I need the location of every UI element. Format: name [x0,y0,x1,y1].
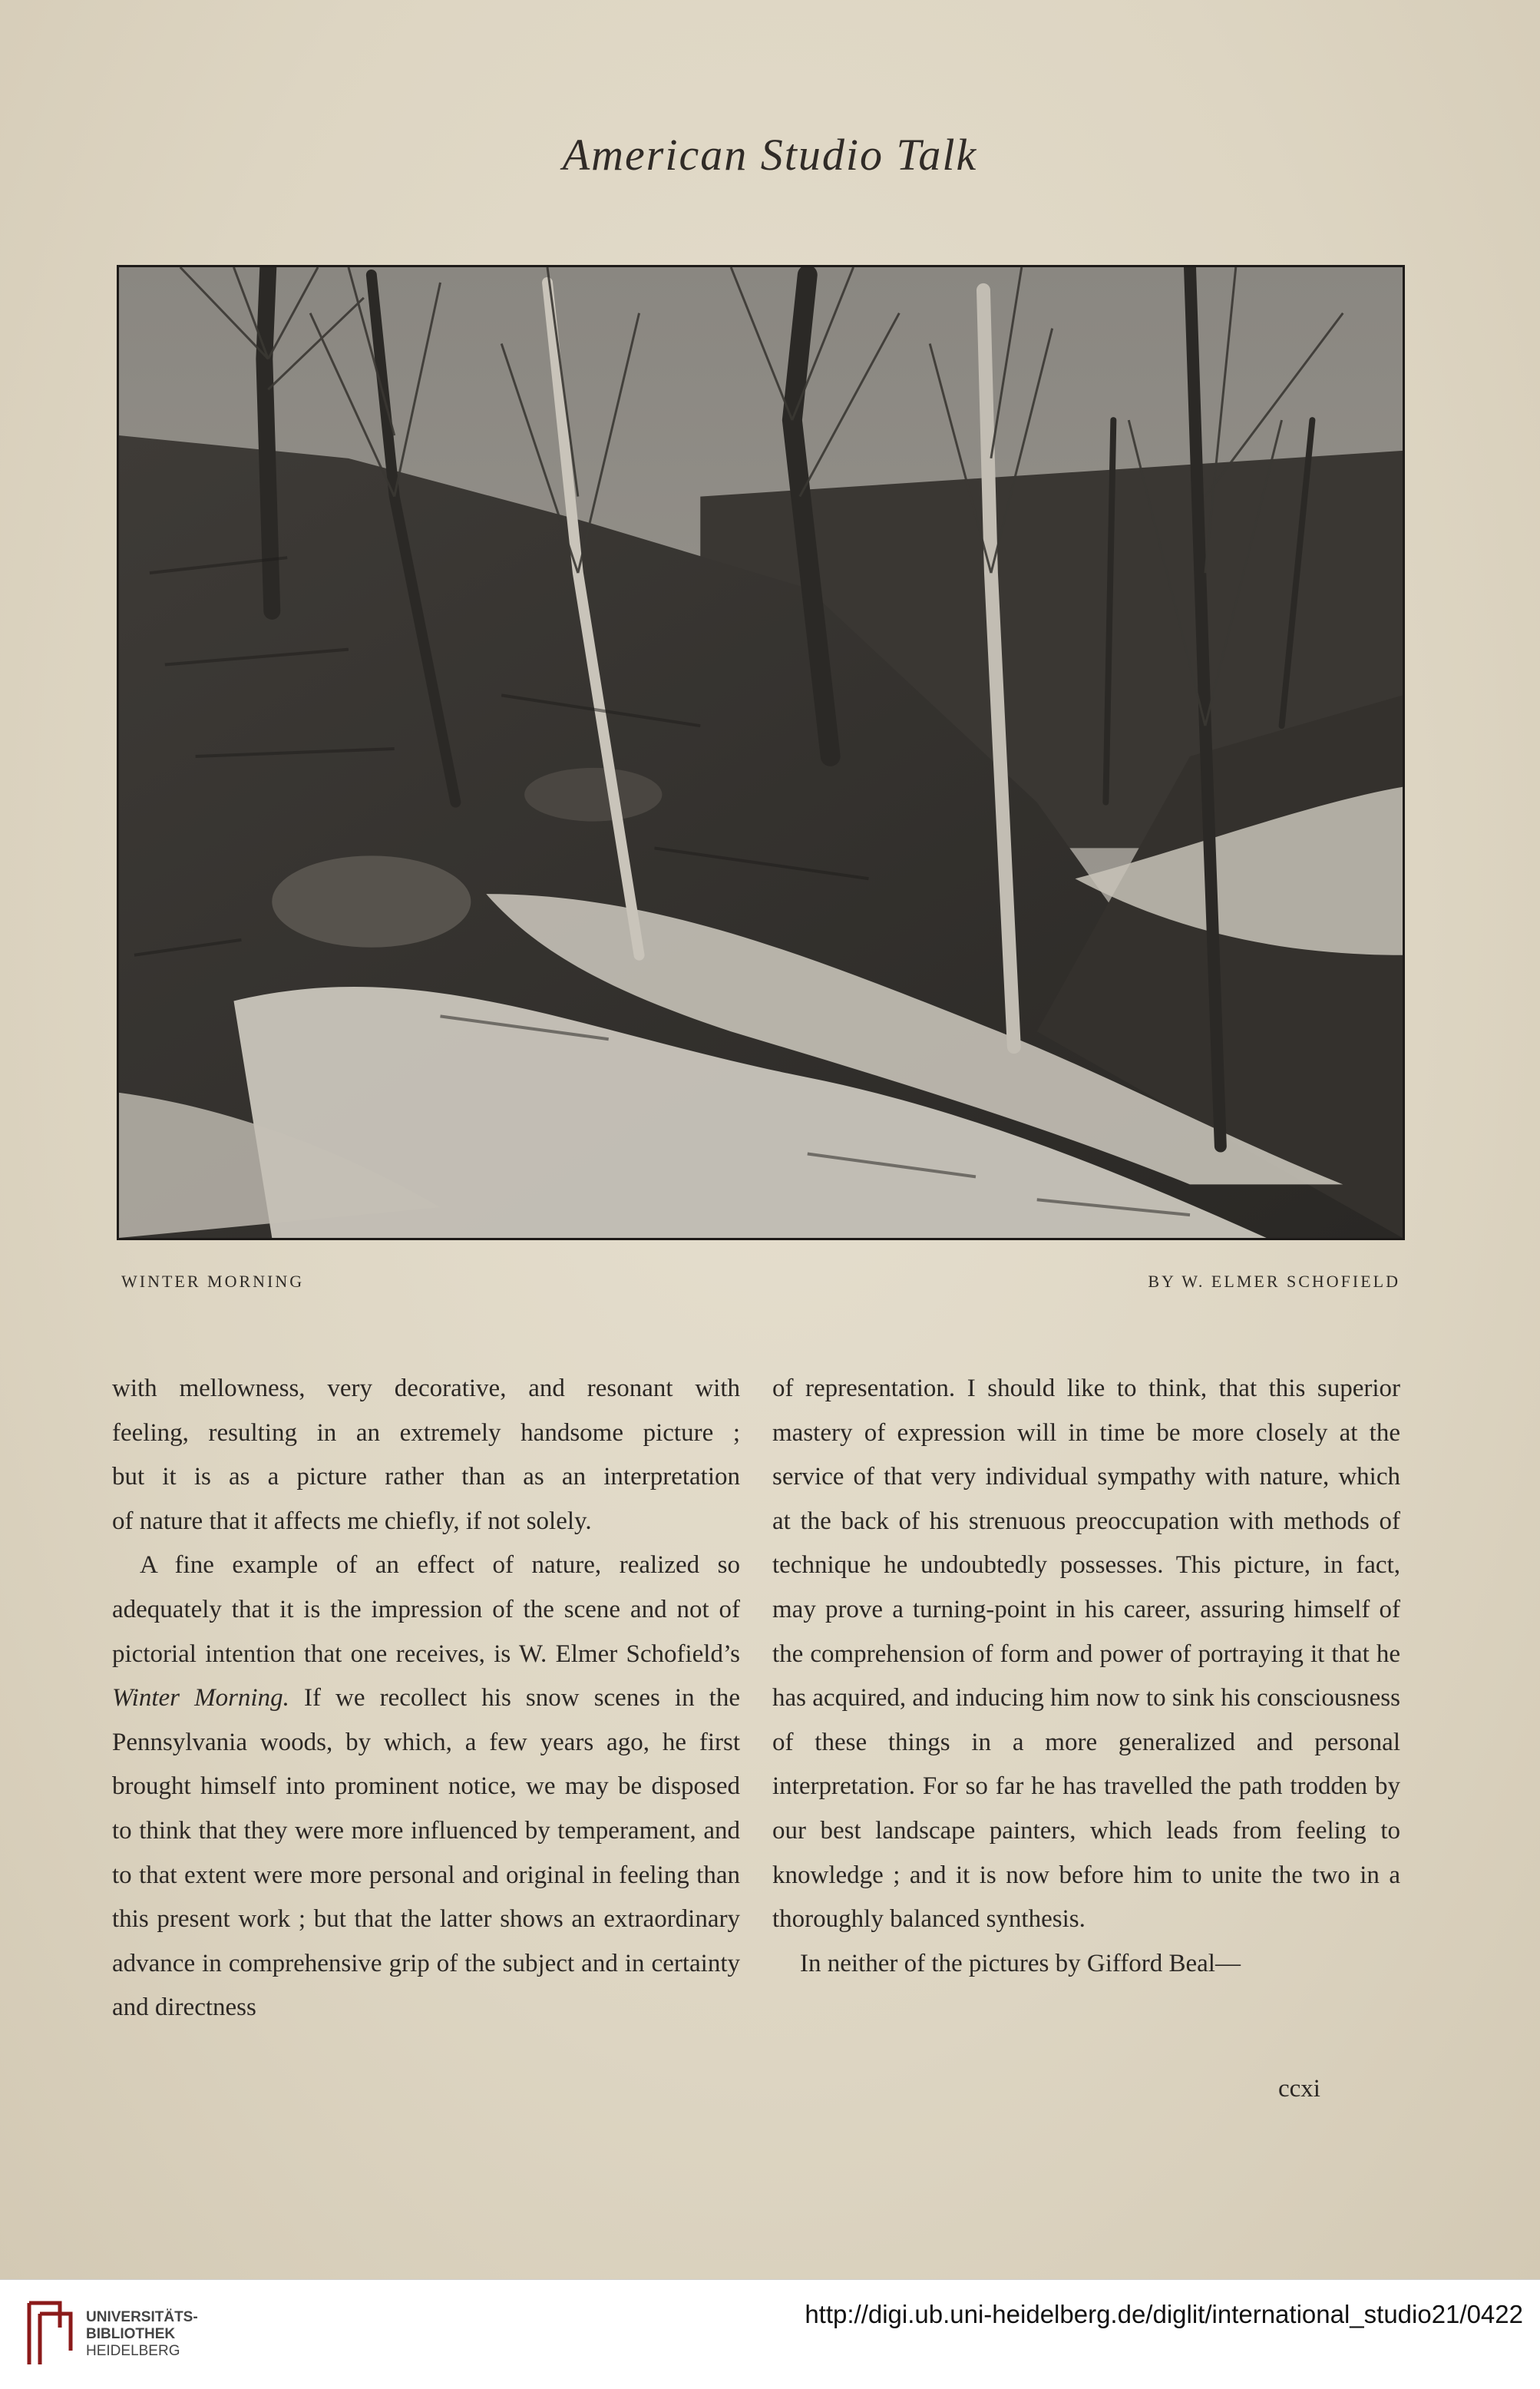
paragraph-line: but it is as a picture rather than as an interpretation [112,1463,740,1491]
library-name-line: UNIVERSITÄTS- [86,2309,198,2325]
paragraph-line: with mellowness, very decorative, and resonant with [112,1375,740,1402]
painting-image [119,267,1403,1238]
painting-plate-winter-morning [117,265,1405,1240]
text-column-left [112,1367,740,2030]
painting-title-italic: Winter Morning. [112,1684,289,1712]
paragraph-line: feeling, resulting in an extremely handsome picture ; [112,1418,740,1447]
paragraph-representation: of representation. I should like to think, that this superior mastery of expression will in time be more closely at the service of that very individual sympathy with nature, which at the back of his strenuous preoccupation with methods of technique he undoubtedly possesses. This picture, in fact, may prove a turning-point in his career, assuring himself of the comprehension of form and power of portraying it that he has acquired, and inducing him now to sink his consciousness of these things in a more generalized and personal interpretation. For so far he has travelled the path trodden by our best landscape painters, which leads from feeling to knowledge ; and it is now before him to unite the two in a thoroughly balanced synthesis. [772,1375,1400,1934]
library-name-line: BIBLIOTHEK [86,2326,176,2342]
library-name-line: HEIDELBERG [86,2343,180,2359]
paragraph-text: A fine example of an effect of nature, realized so adequately that it is the impression of the scene and not of pictorial intention that one receives, is W. Elmer Schofield’s [112,1551,740,1668]
paragraph-text: If we recollect his snow scenes in the Pennsylvania woods, by which, a few years ago, he first brought himself into prominent notice, we may be disposed to think that they were more influenced by temperament, and to that extent were more personal and original in feeling than this present work ; but that the latter shows an extraordinary advance in comprehensive grip of the subject and in certainty and directness [112,1684,740,2022]
paragraph-gifford-beal: In neither of the pictures by Gifford Beal— [800,1949,1241,1977]
paragraph-line: of nature that it affects me chiefly, if not solely. [112,1507,592,1535]
library-name [86,2309,198,2360]
plate-caption-artist: BY W. ELMER SCHOFIELD [1148,1272,1400,1291]
library-footer [0,2279,1540,2389]
paragraph-schofield [112,1544,740,2030]
source-url-link[interactable]: http://digi.ub.uni-heidelberg.de/diglit/international_studio21/0422 [805,2300,1523,2328]
heidelberg-library-logo-icon [21,2297,80,2371]
page-number: ccxi [1278,2075,1320,2103]
text-column-right [772,1367,1400,1986]
plate-caption-title: WINTER MORNING [121,1272,305,1291]
running-head: American Studio Talk [562,130,978,180]
